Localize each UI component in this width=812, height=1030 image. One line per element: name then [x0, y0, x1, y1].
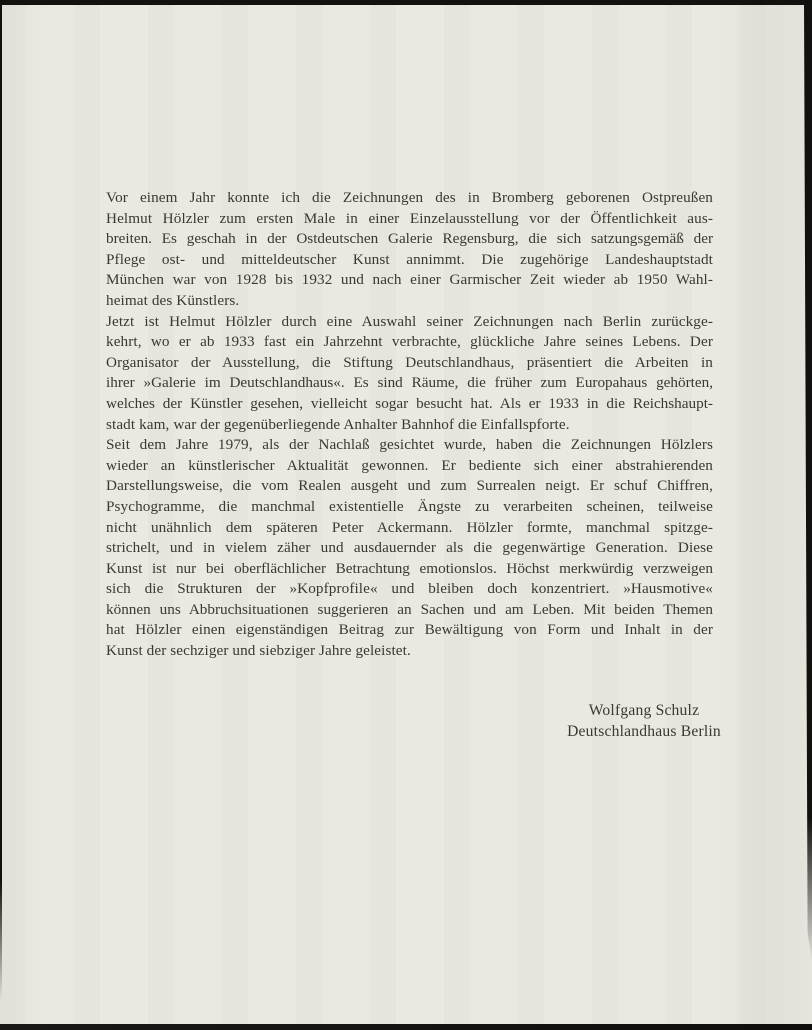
text-line: Kunst ist nur bei oberflächlicher Betrachtung emotionslos. Höchst merkwürdig verzweigen [106, 559, 713, 577]
text-line: hat Hölzler einen eigenständigen Beitrag zur Bewältigung von Form und Inhalt in der [106, 621, 713, 639]
scan-edge-left [0, 0, 2, 1000]
text-line: ihrer »Galerie im Deutschlandhaus«. Es sind Räume, die früher zum Europahaus gehörten, [106, 374, 713, 392]
text-line: München war von 1928 bis 1932 und nach einer Garmischer Zeit wieder ab 1950 Wahl- [106, 271, 713, 289]
text-line: stadt kam, war der gegenüberliegende Anhalter Bahnhof die Einfallspforte. [106, 415, 570, 433]
signature-affiliation: Deutschlandhaus Berlin [567, 722, 721, 740]
paragraph-1 [106, 188, 713, 312]
text-line: Pflege ost- und mitteldeutscher Kunst annimmt. Die zugehörige Landeshauptstadt [106, 250, 713, 268]
paragraph-2 [106, 312, 713, 436]
text-line: breiten. Es geschah in der Ostdeutschen Galerie Regensburg, die sich satzungsgemäß der [106, 230, 713, 248]
text-line: Organisator der Ausstellung, die Stiftung Deutschlandhaus, präsentiert die Arbeiten in [106, 353, 713, 371]
text-line: Jetzt ist Helmut Hölzler durch eine Auswahl seiner Zeichnungen nach Berlin zurückge- [106, 312, 713, 330]
text-line: nicht unähnlich dem späteren Peter Ackermann. Hölzler formte, manchmal spitzge- [106, 518, 713, 536]
text-line: Seit dem Jahre 1979, als der Nachlaß gesichtet wurde, haben die Zeichnungen Hölzlers [106, 436, 713, 454]
text-line: Kunst der sechziger und siebziger Jahre geleistet. [106, 642, 411, 660]
text-line: wieder an künstlerischer Aktualität gewonnen. Er bediente sich einer abstrahierenden [106, 456, 713, 474]
text-line: Vor einem Jahr konnte ich die Zeichnungen des in Bromberg geborenen Ostpreußen [106, 189, 713, 206]
text-line: strichelt, und in vielem zäher und ausdauernder als die gegenwärtige Generation. Diese [106, 539, 713, 557]
text-line: sich die Strukturen der »Kopfprofile« und bleiben doch konzentriert. »Hausmotive« [106, 580, 713, 598]
scan-edge-top [0, 0, 812, 5]
paragraph-3 [106, 435, 713, 662]
text-line: heimat des Künstlers. [106, 291, 240, 309]
scan-edge-bottom [0, 1024, 812, 1030]
text-line: können uns Abbruchsituationen suggerieren an Sachen und am Leben. Mit beiden Themen [106, 600, 713, 618]
text-line: welches der Künstler gesehen, vielleicht sogar besucht hat. Als er 1933 in die Reichshaupt- [106, 394, 713, 412]
text-line: Darstellungsweise, die vom Realen ausgeht und zum Surrealen neigt. Er schuf Chiffren, [106, 477, 713, 495]
text-line: kehrt, wo er ab 1933 fast ein Jahrzehnt verbrachte, glückliche Jahre seines Lebens. Der [106, 333, 713, 351]
foreword-text [106, 188, 713, 662]
text-line: Helmut Hölzler zum ersten Male in einer Einzelausstellung vor der Öffentlichkeit aus- [106, 209, 713, 227]
signature-name: Wolfgang Schulz [588, 702, 700, 719]
signature-block [533, 701, 755, 743]
text-line: Psychogramme, die manchmal existentielle Ängste zu verarbeiten scheinen, teilweise [106, 497, 713, 515]
